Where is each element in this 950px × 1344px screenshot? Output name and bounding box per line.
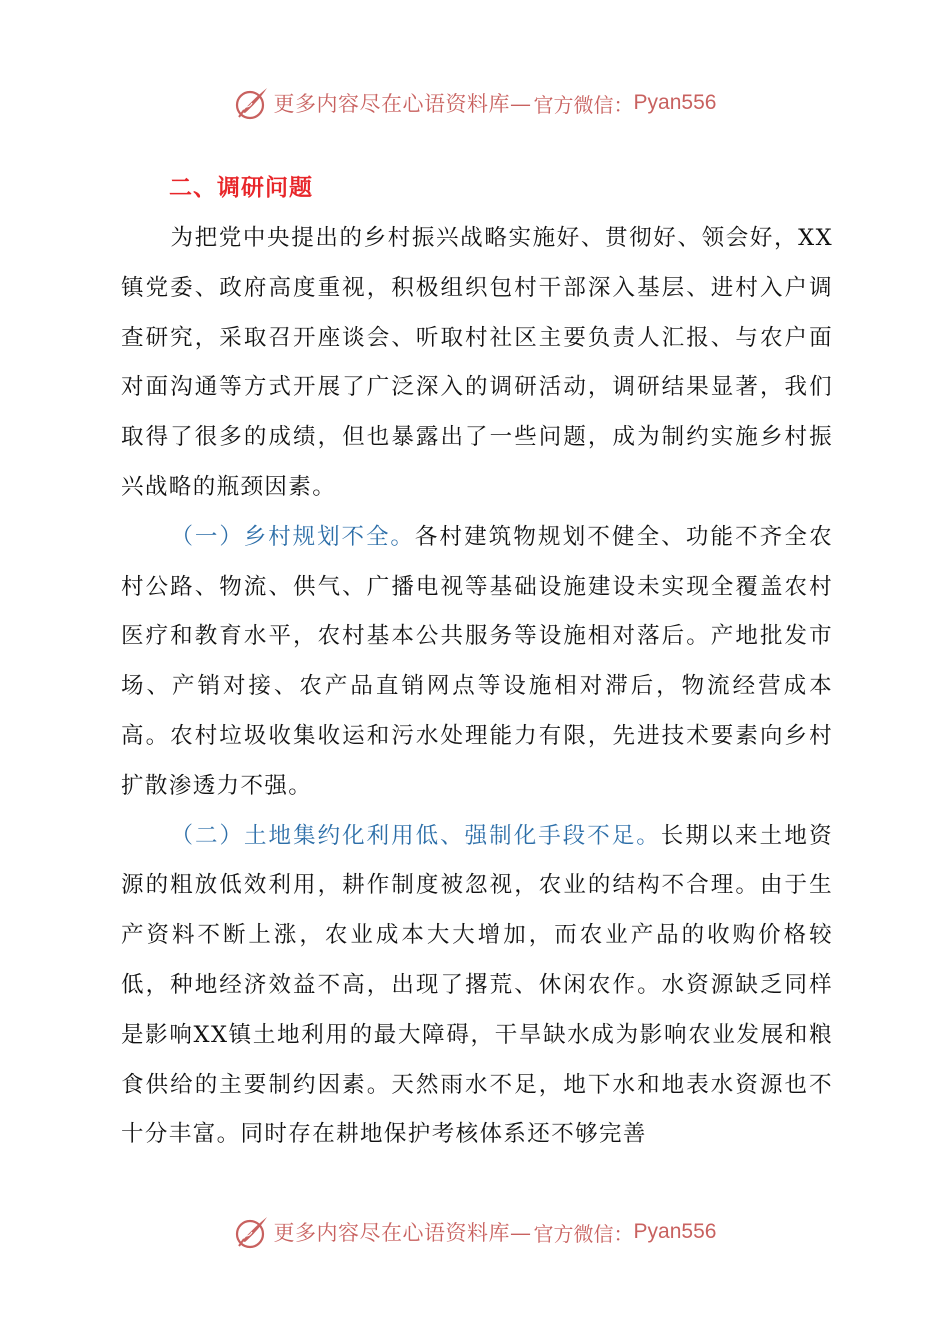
section-heading: 二、调研问题: [169, 175, 313, 201]
watermark-text: 更多内容尽在心语资料库—: [273, 1221, 532, 1245]
paragraph-rural-planning: [121, 513, 833, 812]
document-body: [121, 162, 833, 1160]
watermark-wechat-id: Pyan556: [633, 91, 717, 114]
quill-pen-logo-icon: [234, 1214, 270, 1250]
footer-watermark: [0, 1212, 950, 1252]
paragraph-intro: [121, 214, 833, 513]
paragraph-text: 为把党中央提出的乡村振兴战略实施好、贯彻好、领会好，XX镇党委、政府高度重视，积极组织包村干部深入基层、进村入户调查研究，采取召开座谈会、听取村社区主要负责人汇报、与农户面对面沟通等方式开展了广泛深入的调研活动，调研结果显著，我们取得了很多的成绩，但也暴露出了一些问题，成为制约实施乡村振兴战略的瓶颈因素。: [121, 225, 833, 500]
paragraph-text: 各村建筑物规划不健全、功能不齐全农村公路、物流、供气、广播电视等基础设施建设未实现全覆盖农村医疗和教育水平，农村基本公共服务等设施相对落后。产地批发市场、产销对接、农产品直销网点等设施相对滞后，物流经营成本高。农村垃圾收集收运和污水处理能力有限，先进技术要素向乡村扩散渗透力不强。: [121, 523, 833, 799]
watermark-wechat-id: Pyan556: [633, 1220, 717, 1243]
header-watermark: [0, 83, 950, 123]
subsection-heading: （二）土地集约化利用低、强制化手段不足。: [170, 822, 661, 849]
paragraph-text: 长期以来土地资源的粗放低效利用，耕作制度被忽视，农业的结构不合理。由于生产资料不断上涨，农业成本大大增加，而农业产品的收购价格较低，种地经济效益不高，出现了撂荒、休闲农作。水资源缺乏同样是影响XX镇土地利用的最大障碍，干旱缺水成为影响农业发展和粮食供给的主要制约因素。天然雨水不足，地下水和地表水资源也不十分丰富。同时存在耕地保护考核体系还不够完善: [121, 822, 833, 1148]
watermark-text: 更多内容尽在心语资料库—: [273, 92, 532, 116]
paragraph-land-use: [121, 812, 833, 1161]
quill-pen-logo-icon: [234, 85, 270, 121]
watermark-wechat-label: 官方微信：: [533, 1221, 634, 1246]
subsection-heading: （一）乡村规划不全。: [170, 523, 415, 550]
watermark-wechat-label: 官方微信：: [533, 92, 634, 117]
